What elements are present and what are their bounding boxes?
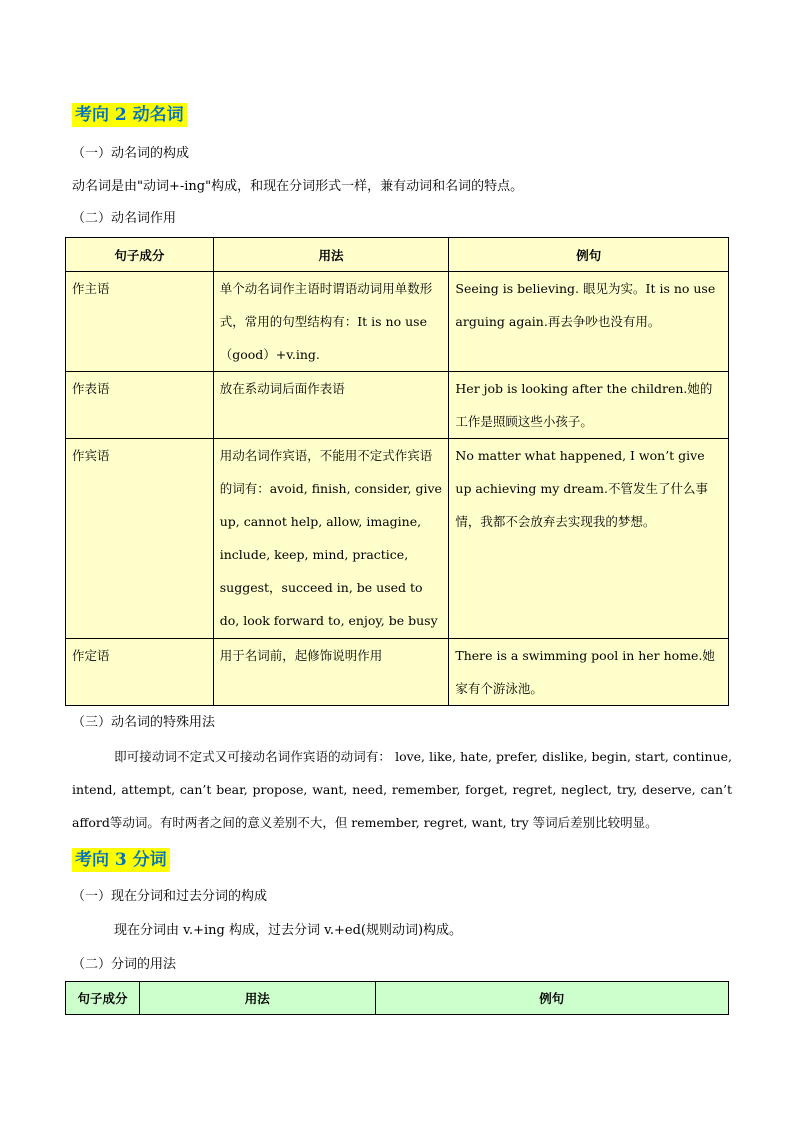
cell-component: 作宾语	[66, 439, 214, 639]
section-heading-participle: 考向 3 分词	[72, 848, 170, 872]
cell-example: No matter what happened, I won’t give up achieving my dream.不管发生了什么事情，我都不会放弃去实现我的梦想。	[449, 439, 729, 639]
header-usage: 用法	[139, 982, 375, 1015]
gerund-formation-text: 动名词是由"动词+-ing"构成，和现在分词形式一样，兼有动词和名词的特点。	[72, 179, 524, 194]
header-usage: 用法	[213, 238, 449, 272]
gerund-special-paragraph	[72, 740, 732, 839]
cell-component: 作定语	[66, 639, 214, 706]
cell-example: Her job is looking after the children.她的工作是照顾这些小孩子。	[449, 372, 729, 439]
cell-usage: 用动名词作宾语，不能用不定式作宾语的词有：avoid, finish, consider, give up, cannot help, allow, imagine, include, keep, mind, practice, suggest，succeed in, be used to do, look forward to, enjoy, be busy	[213, 439, 449, 639]
gerund-special-text: 即可接动词不定式又可接动名词作宾语的动词有： love, like, hate, prefer, dislike, begin, start, continue, intend, attempt, can’t bear, propose, want, need, remember, forget, regret, neglect, try, deserve, can’t afford等动词。有时两者之间的意义差别不大，但 remember, regret, want, try 等词后差别比较明显。	[72, 749, 732, 830]
cell-example: There is a swimming pool in her home.她家有个游泳池。	[449, 639, 729, 706]
table-row	[66, 272, 729, 372]
table-row	[66, 372, 729, 439]
cell-component: 作表语	[66, 372, 214, 439]
cell-component: 作主语	[66, 272, 214, 372]
subheading-participle-formation: （一）现在分词和过去分词的构成	[72, 889, 268, 904]
header-example: 例句	[449, 238, 729, 272]
table-header-row	[66, 238, 729, 272]
section-heading-gerund: 考向 2 动名词	[72, 103, 187, 127]
table-row	[66, 439, 729, 639]
participle-usage-table	[65, 981, 729, 1015]
gerund-function-table	[65, 237, 729, 706]
subheading-gerund-formation: （一）动名词的构成	[72, 146, 190, 161]
participle-formation-text: 现在分词由 v.+ing 构成，过去分词 v.+ed(规则动词)构成。	[114, 923, 463, 938]
header-component: 句子成分	[66, 238, 214, 272]
table-header-row	[66, 982, 729, 1015]
subheading-gerund-special: （三）动名词的特殊用法	[72, 715, 216, 730]
subheading-participle-usage: （二）分词的用法	[72, 957, 177, 972]
cell-usage: 用于名词前，起修饰说明作用	[213, 639, 449, 706]
cell-example: Seeing is believing. 眼见为实。It is no use arguing again.再去争吵也没有用。	[449, 272, 729, 372]
header-component: 句子成分	[66, 982, 140, 1015]
cell-usage: 放在系动词后面作表语	[213, 372, 449, 439]
cell-usage: 单个动名词作主语时谓语动词用单数形式，常用的句型结构有：It is no use（good）+v.ing.	[213, 272, 449, 372]
table-row	[66, 639, 729, 706]
subheading-gerund-function: （二）动名词作用	[72, 211, 177, 226]
header-example: 例句	[375, 982, 728, 1015]
